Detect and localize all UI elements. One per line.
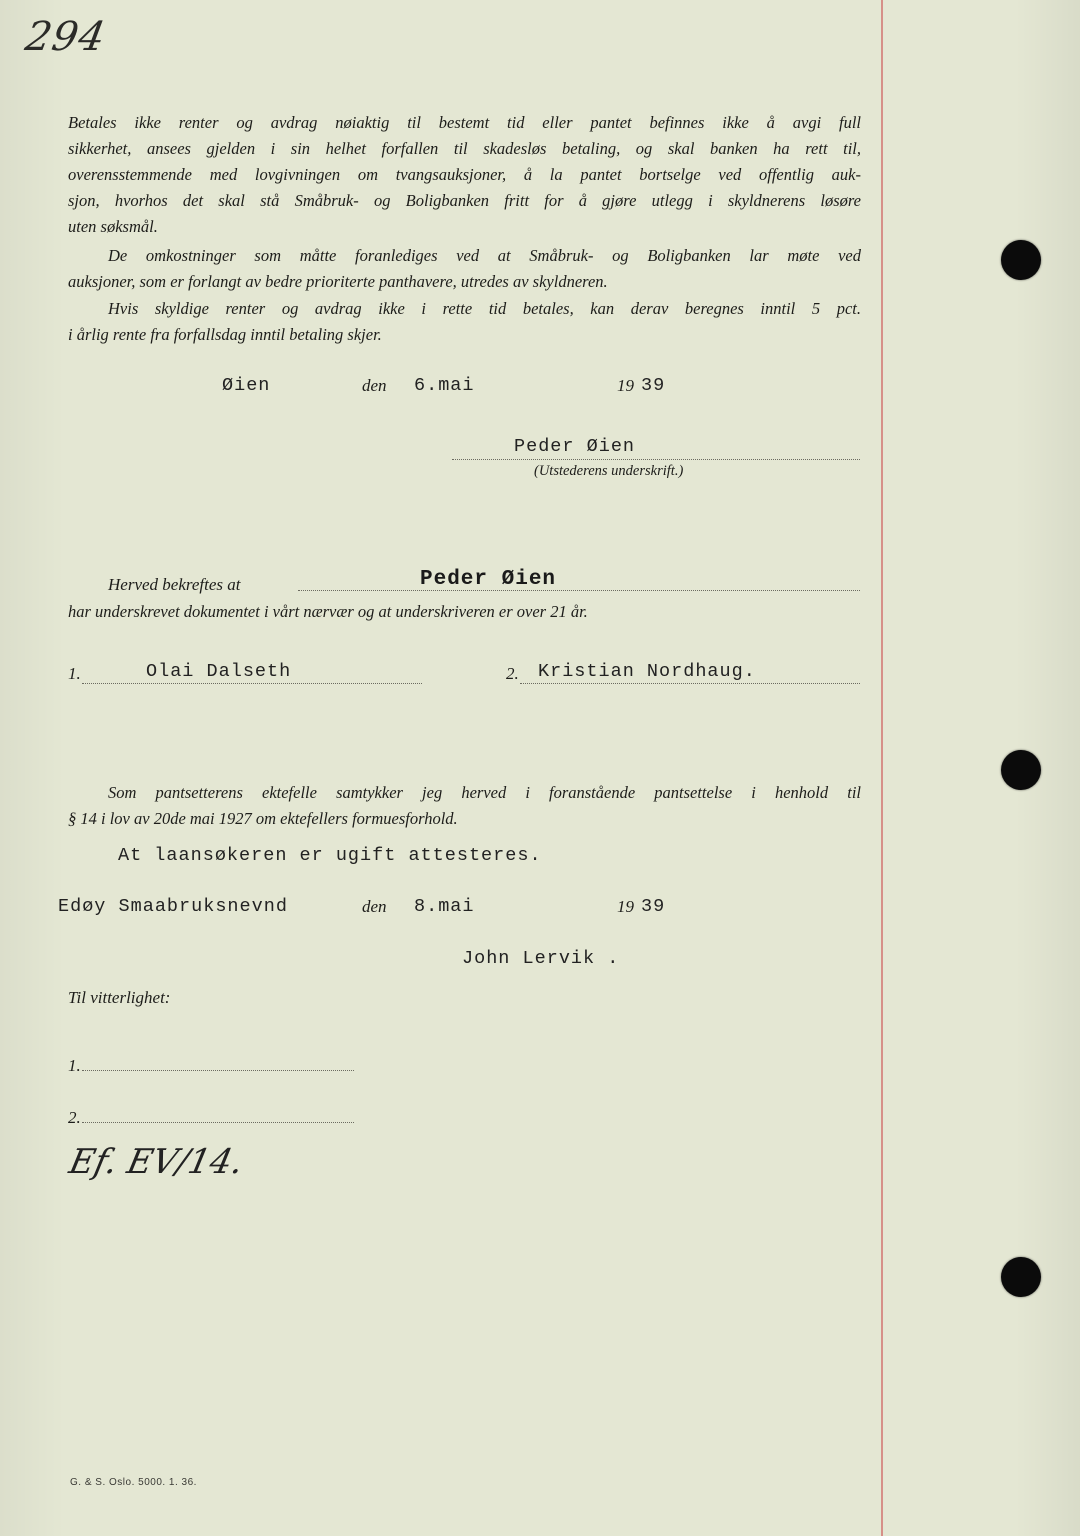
red-margin-line [881, 0, 883, 1536]
clause-1-line-2: sikkerhet, ansees gjelden i sin helhet forfallen til skadesløs betaling, og skal banken ha rett til, [68, 139, 861, 158]
clause-1-line-4: sjon, hvorhos det skal stå Småbruk- og Boligbanken fritt for å gjøre utlegg i skyldnerens løsøre [68, 191, 861, 210]
confirmation-label: Herved bekreftes at [108, 575, 241, 594]
handwritten-note: Ef. EV/14. [65, 1142, 247, 1182]
confirmed-name: Peder Øien [420, 568, 557, 591]
clause-1-line-5: uten søksmål. [68, 217, 158, 236]
witness-1-name: Olai Dalseth [146, 661, 292, 682]
confirmation-name-line [298, 590, 860, 591]
attest-signature: John Lervik . [462, 948, 620, 969]
clause-2-line-1: De omkostninger som måtte foranlediges ved at Småbruk- og Boligbanken lar møte ved [108, 246, 861, 265]
issue-year-suffix: 39 [641, 375, 666, 396]
binder-hole-middle [1001, 750, 1041, 790]
signature-line [452, 459, 860, 460]
attest-place: Edøy Smaabruksnevnd [58, 896, 288, 917]
issue-den-label: den [362, 376, 387, 395]
witness-section-line-1 [82, 1070, 354, 1071]
witness-section-line-1-number: 1. [68, 1056, 81, 1075]
clause-2-line-2: auksjoner, som er forlangt av bedre prioriterte panthavere, utredes av skyldneren. [68, 272, 608, 291]
witness-2-name: Kristian Nordhaug. [538, 661, 756, 682]
witness-section-label: Til vitterlighet: [68, 988, 171, 1007]
printer-mark: G. & S. Oslo. 5000. 1. 36. [70, 1477, 197, 1488]
attest-year-suffix: 39 [641, 896, 666, 917]
clause-1-line-1: Betales ikke renter og avdrag nøiaktig til bestemt tid eller pantet befinnes ikke å avgi full [68, 113, 861, 132]
clause-3-line-1: Hvis skyldige renter og avdrag ikke i rette tid betales, kan derav beregnes inntil 5 pct. [108, 299, 861, 318]
spouse-consent-line-2: § 14 i lov av 20de mai 1927 om ektefellers formuesforhold. [68, 809, 458, 828]
witness-2-line [520, 683, 860, 684]
clause-1-line-3: overensstemmende med lovgivningen om tvangsauksjoner, å la pantet bortselge ved offentlig auk- [68, 165, 861, 184]
witness-1-line [82, 683, 422, 684]
page-number: 294 [21, 14, 110, 60]
attest-den-label: den [362, 897, 387, 916]
witness-2-number: 2. [506, 664, 519, 683]
issue-date: 6.mai [414, 375, 475, 396]
clause-3-line-2: i årlig rente fra forfallsdag inntil betaling skjer. [68, 325, 382, 344]
binder-hole-bottom [1001, 1257, 1041, 1297]
issuer-signature: Peder Øien [514, 436, 636, 457]
attest-year-prefix: 19 [617, 897, 634, 916]
typed-attestation: At laansøkeren er ugift attesteres. [118, 845, 542, 866]
witness-1-number: 1. [68, 664, 81, 683]
attest-date: 8.mai [414, 896, 475, 917]
issue-year-prefix: 19 [617, 376, 634, 395]
confirmation-statement: har underskrevet dokumentet i vårt nærvær og at underskriveren er over 21 år. [68, 602, 588, 621]
spouse-consent-line-1: Som pantsetterens ektefelle samtykker jeg herved i foranstående pantsettelse i henhold til [108, 783, 861, 802]
binder-hole-top [1001, 240, 1041, 280]
issue-place: Øien [222, 375, 271, 396]
witness-section-line-2-number: 2. [68, 1108, 81, 1127]
witness-section-line-2 [82, 1122, 354, 1123]
signature-caption: (Utstederens underskrift.) [534, 463, 684, 479]
